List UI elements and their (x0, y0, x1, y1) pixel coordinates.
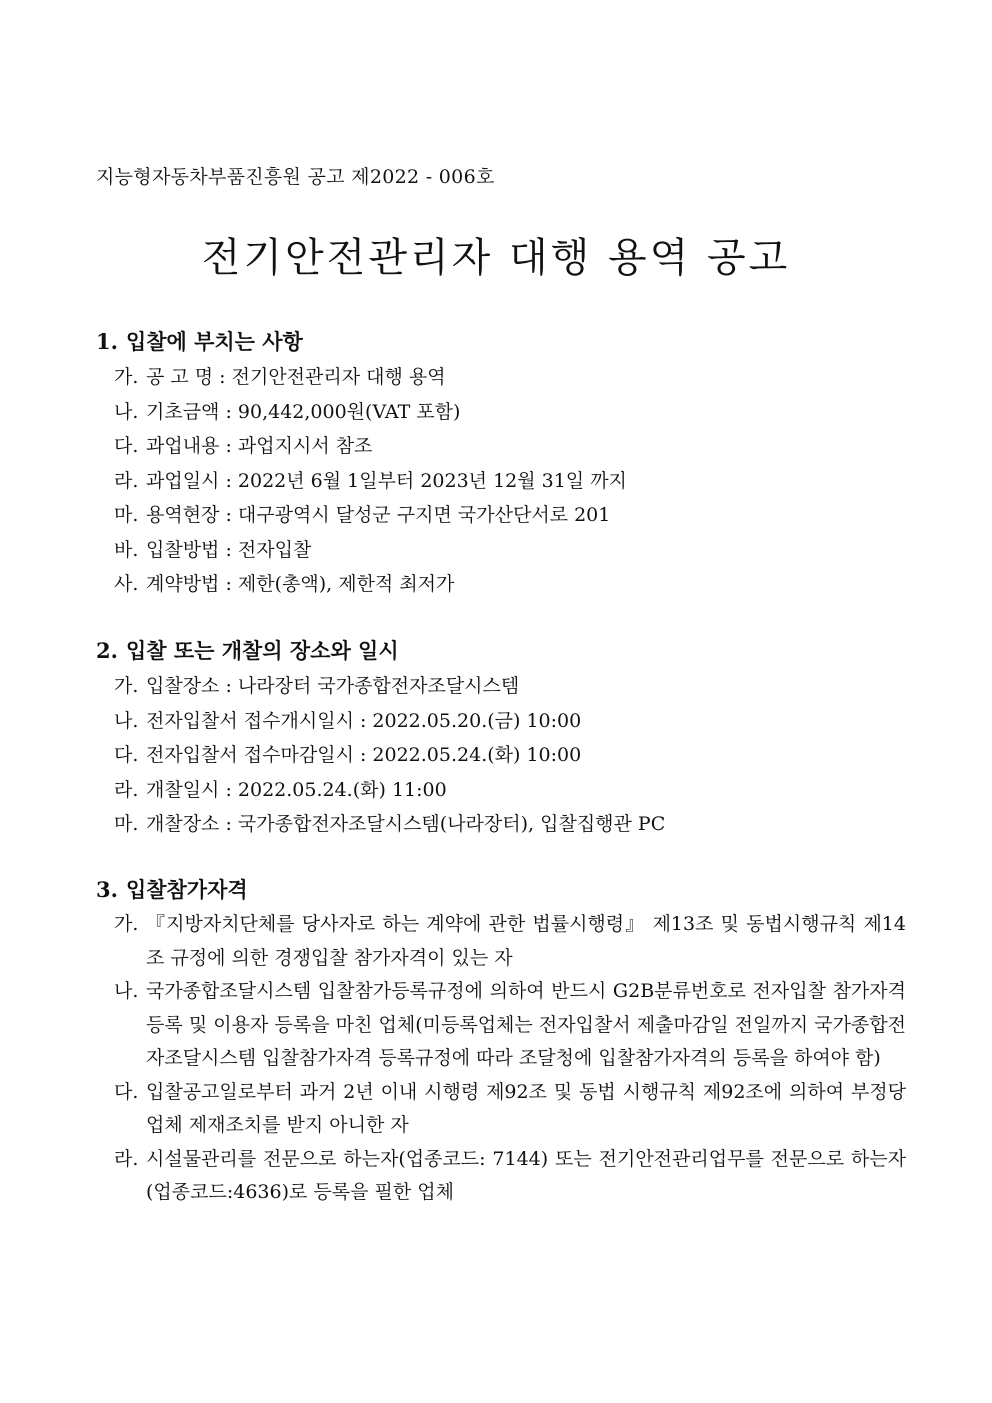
item-text: 국가종합조달시스템 입찰참가등록규정에 의하여 반드시 G2B분류번호로 전자입찰 참가자격 등록 및 이용자 등록을 마친 업체(미등록업체는 전자입찰서 제출마감일 전일까지 국가종합전자조달시스템 입찰참가자격 등록규정에 따라 조달청에 입찰참가자격의 등록을 하여야 함) (146, 980, 906, 1069)
item-text: 계약방법 : 제한(총액), 제한적 최저가 (146, 573, 455, 595)
item-marker: 다. (114, 1080, 139, 1103)
item-marker: 가. (114, 366, 139, 388)
item-text: 입찰방법 : 전자입찰 (146, 538, 312, 561)
item-text: 공 고 명 : 전기안전관리자 대행 용역 (146, 366, 446, 388)
list-item (96, 395, 906, 430)
section-bid-opening (96, 633, 906, 842)
section-heading (96, 872, 906, 908)
section-title: 입찰 또는 개찰의 장소와 일시 (125, 638, 399, 663)
item-text: 과업일시 : 2022년 6월 1일부터 2023년 12월 31일 까지 (146, 469, 627, 492)
list-item (96, 533, 906, 568)
item-text: 입찰공고일로부터 과거 2년 이내 시행령 제92조 및 동법 시행규칙 제92조에 의하여 부정당업체 제재조치를 받지 아니한 자 (146, 1080, 906, 1136)
item-text: 과업내용 : 과업지시서 참조 (146, 435, 373, 457)
item-marker: 나. (114, 980, 139, 1002)
item-text: 『지방자치단체를 당사자로 하는 계약에 관한 법률시행령』 제13조 및 동법시행규칙 제14조 규정에 의한 경쟁입찰 참가자격이 있는 자 (146, 913, 906, 969)
page-title: 전기안전관리자 대행 용역 공고 (201, 235, 791, 281)
section-number: 1. (96, 329, 118, 354)
list-item (96, 773, 906, 808)
item-marker: 라. (114, 469, 139, 492)
item-marker: 사. (114, 573, 139, 595)
item-marker: 가. (114, 675, 139, 697)
list-item (96, 738, 906, 773)
notice-number: 지능형자동차부품진흥원 공고 제2022 - 006호 (96, 166, 495, 188)
section-number: 2. (96, 638, 118, 663)
item-marker: 마. (114, 813, 139, 835)
section-title: 입찰참가자격 (125, 877, 248, 902)
list-item (96, 704, 906, 739)
section-number: 3. (96, 877, 118, 902)
item-marker: 마. (114, 504, 139, 526)
list-item (96, 975, 906, 1076)
list-item (96, 669, 906, 704)
list-item (96, 464, 906, 499)
section-heading (96, 633, 906, 669)
section-bid-items (96, 324, 906, 602)
item-text: 용역현장 : 대구광역시 달성군 구지면 국가산단서로 201 (146, 504, 611, 526)
item-text: 전자입찰서 접수개시일시 : 2022.05.20.(금) 10:00 (146, 709, 582, 732)
list-item (96, 1143, 906, 1210)
item-marker: 나. (114, 709, 139, 732)
list-item (96, 1076, 906, 1143)
list-item (96, 429, 906, 464)
list-item (96, 807, 906, 842)
list-item (96, 908, 906, 975)
item-marker: 가. (114, 913, 139, 935)
item-text: 전자입찰서 접수마감일시 : 2022.05.24.(화) 10:00 (146, 744, 582, 766)
item-text: 개찰장소 : 국가종합전자조달시스템(나라장터), 입찰집행관 PC (146, 813, 666, 835)
item-marker: 바. (114, 538, 139, 561)
item-text: 개찰일시 : 2022.05.24.(화) 11:00 (146, 778, 447, 801)
item-text: 시설물관리를 전문으로 하는자(업종코드: 7144) 또는 전기안전관리업무를 전문으로 하는자(업종코드:4636)로 등록을 필한 업체 (146, 1147, 906, 1203)
section-heading (96, 324, 906, 360)
item-marker: 라. (114, 778, 139, 801)
section-title: 입찰에 부치는 사항 (125, 329, 303, 354)
list-item (96, 498, 906, 533)
item-text: 기초금액 : 90,442,000원(VAT 포함) (146, 400, 461, 423)
list-item (96, 567, 906, 602)
item-marker: 라. (114, 1147, 139, 1170)
item-marker: 다. (114, 744, 139, 766)
section-eligibility (96, 872, 906, 1210)
list-item (96, 360, 906, 395)
item-text: 입찰장소 : 나라장터 국가종합전자조달시스템 (146, 675, 520, 697)
item-marker: 나. (114, 400, 139, 423)
item-marker: 다. (114, 435, 139, 457)
